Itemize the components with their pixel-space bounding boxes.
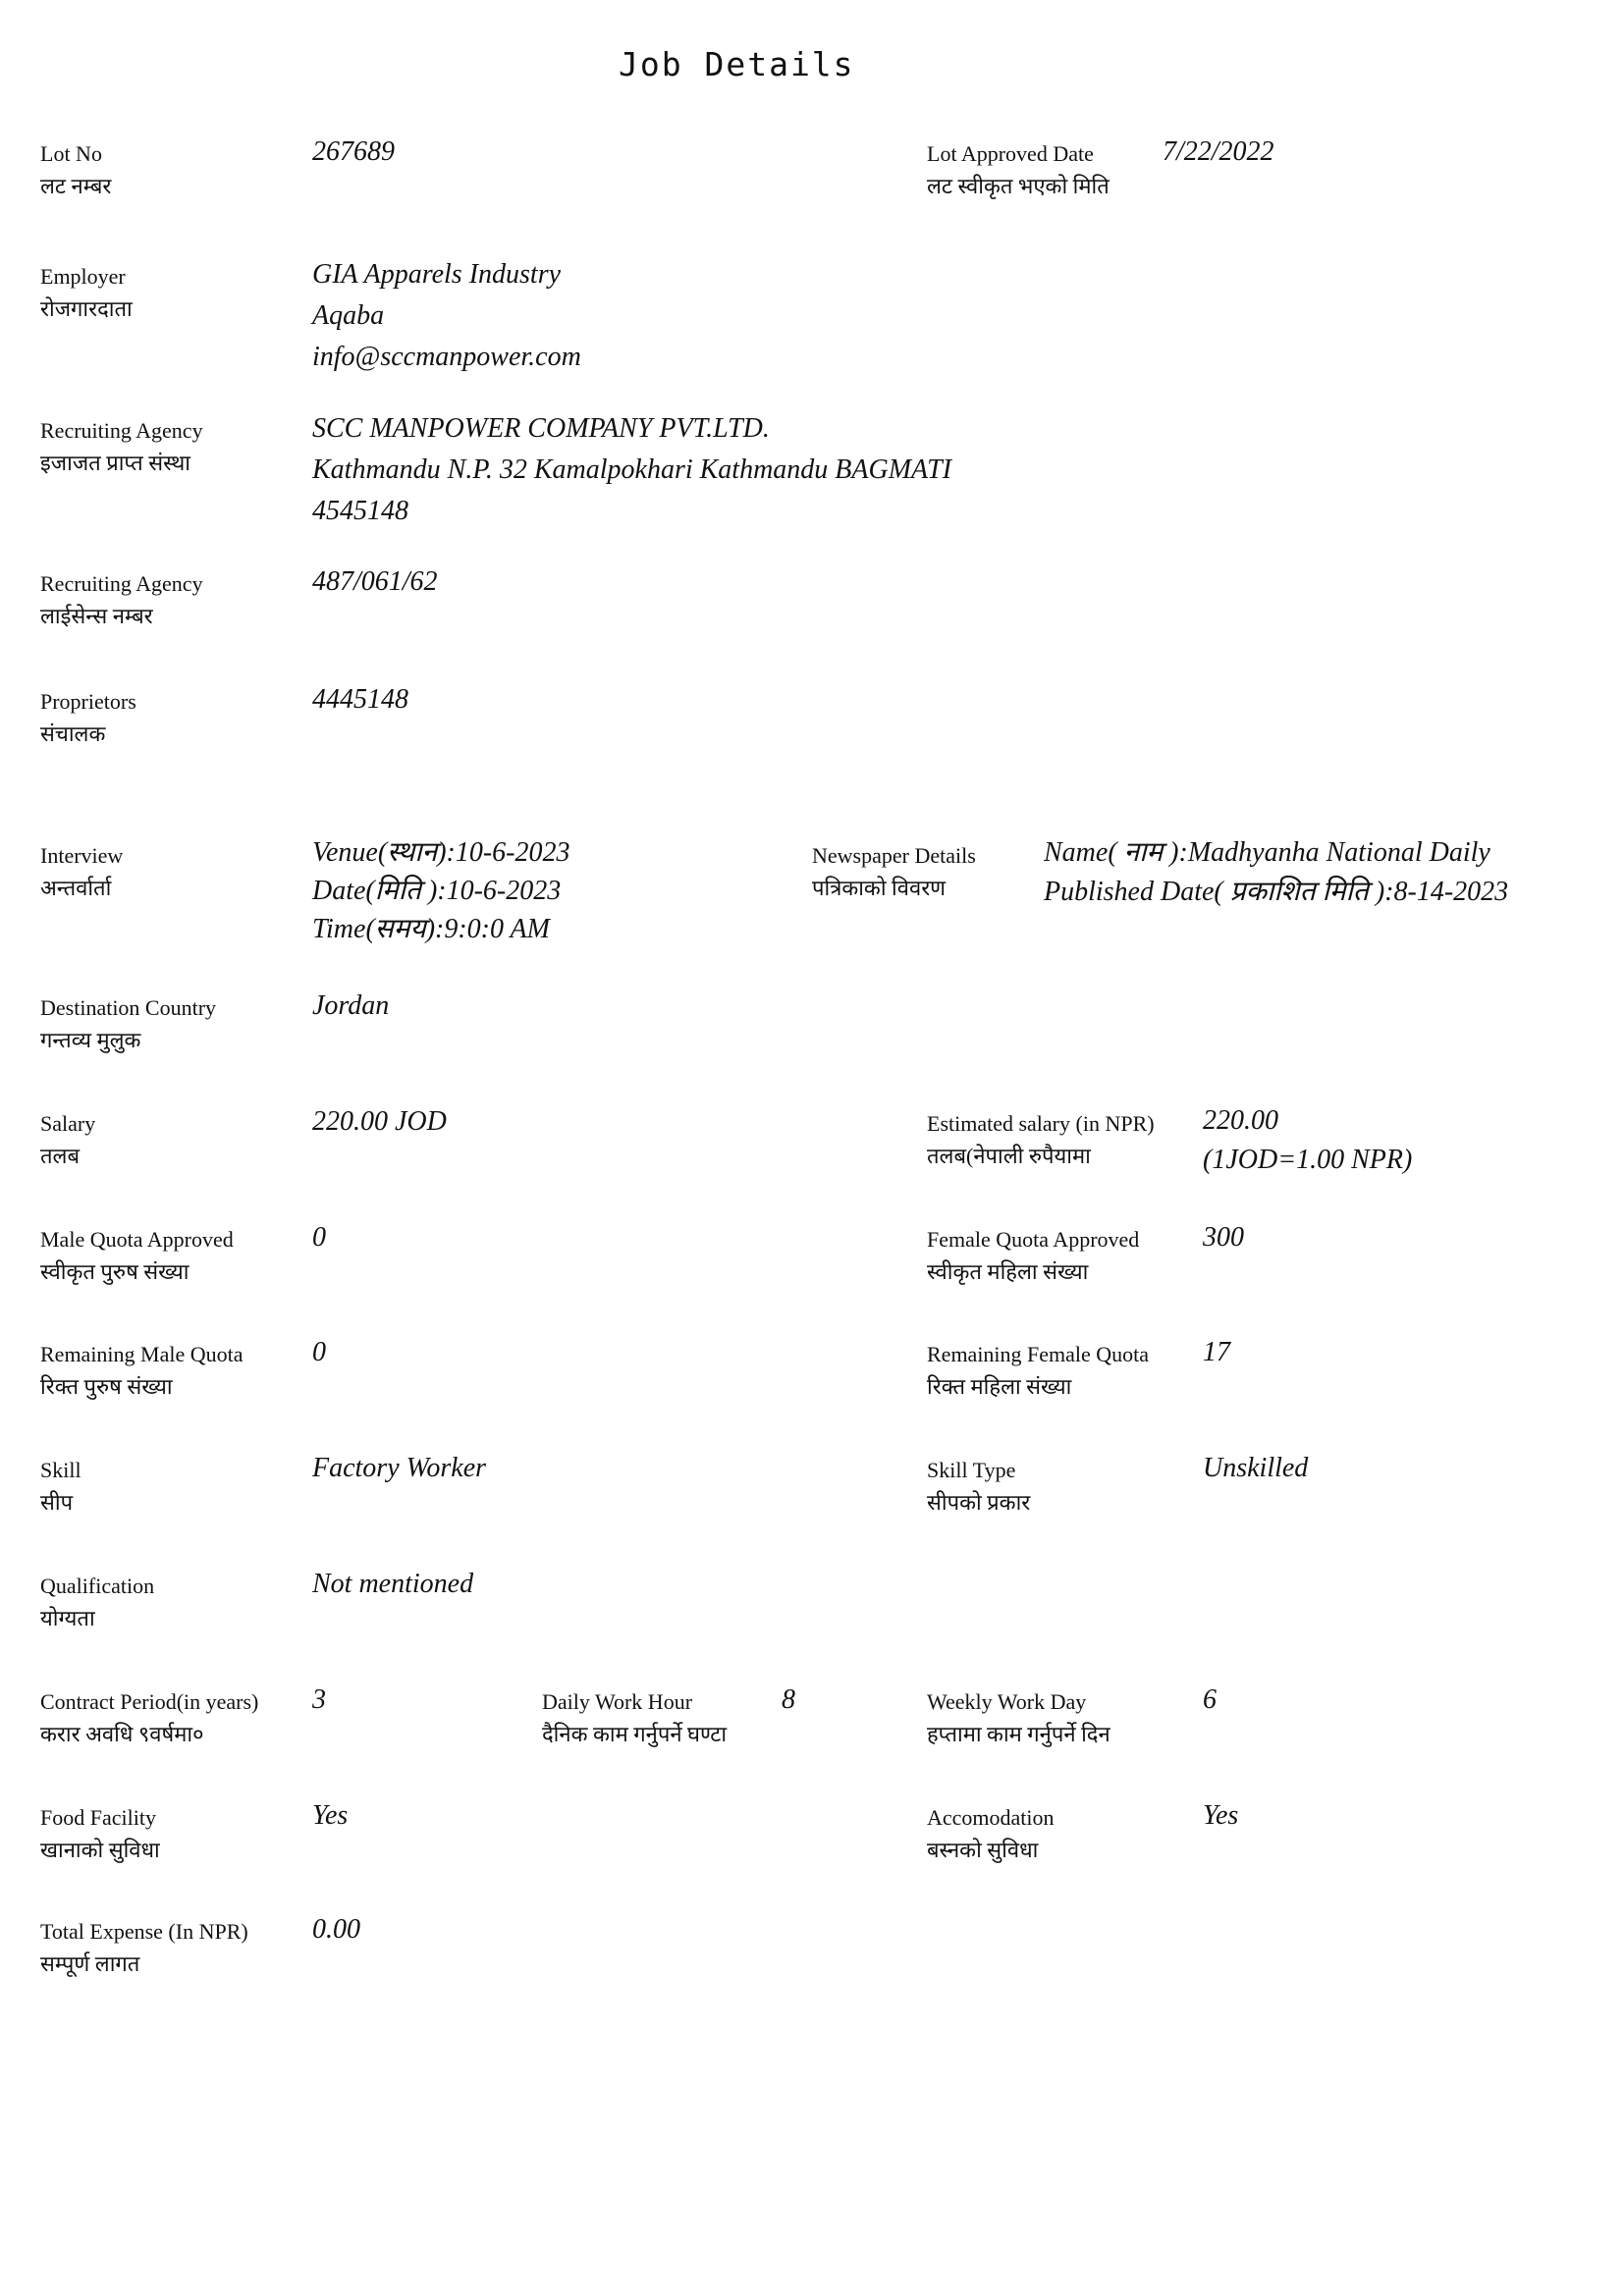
proprietors-value: 4445148 bbox=[312, 684, 408, 715]
recruiting-agency-value-line: Kathmandu N.P. 32 Kamalpokhari Kathmandu BAGMATI bbox=[312, 454, 952, 485]
interview-value bbox=[312, 833, 570, 948]
estimated-salary-value bbox=[1203, 1101, 1412, 1180]
page-title: Job Details bbox=[619, 45, 855, 83]
total-expense-label: Total Expense (In NPR) bbox=[40, 1919, 248, 1944]
estimated-salary-value-line: (1JOD=1.00 NPR) bbox=[1203, 1145, 1413, 1175]
accomodation-value: Yes bbox=[1203, 1800, 1239, 1831]
salary-label: Salary bbox=[40, 1111, 96, 1136]
interview-value-line: Date(मिति ):10-6-2023 bbox=[312, 876, 562, 906]
recruiting-agency-label: Recruiting Agency bbox=[40, 418, 203, 443]
remaining-female-quota-label: Remaining Female Quota bbox=[927, 1342, 1150, 1366]
proprietors-label-nepali: संचालक bbox=[40, 721, 106, 746]
interview-value-line: Venue(स्थान):10-6-2023 bbox=[312, 837, 570, 868]
weekly-work-day-value: 6 bbox=[1203, 1684, 1217, 1715]
newspaper-details-value bbox=[1044, 833, 1508, 912]
interview-label: Interview bbox=[40, 843, 124, 868]
qualification-value: Not mentioned bbox=[312, 1569, 474, 1599]
employer-value-line: Aqaba bbox=[312, 300, 385, 331]
remaining-female-quota-value: 17 bbox=[1203, 1337, 1230, 1367]
skill-label: Skill bbox=[40, 1458, 81, 1482]
skill-type-label: Skill Type bbox=[927, 1458, 1016, 1482]
skill-type-value: Unskilled bbox=[1203, 1453, 1309, 1483]
qualification-label: Qualification bbox=[40, 1574, 155, 1598]
qualification-label-nepali: योग्यता bbox=[40, 1606, 95, 1630]
accomodation-label-nepali: बस्नको सुविधा bbox=[927, 1838, 1039, 1862]
destination-country-label: Destination Country bbox=[40, 995, 217, 1020]
remaining-male-quota-value: 0 bbox=[312, 1337, 326, 1367]
destination-country-label-nepali: गन्तव्य मुलुक bbox=[40, 1028, 141, 1052]
weekly-work-day-label-nepali: हप्तामा काम गर्नुपर्ने दिन bbox=[927, 1722, 1110, 1746]
employer-value-line: GIA Apparels Industry bbox=[312, 259, 562, 290]
recruiting-agency-value-line: SCC MANPOWER COMPANY PVT.LTD. bbox=[312, 413, 770, 444]
skill-value: Factory Worker bbox=[312, 1453, 487, 1483]
lot-approved-date-label-nepali: लट स्वीकृत भएको मिति bbox=[927, 174, 1110, 198]
remaining-male-quota-label-nepali: रिक्त पुरुष संख्या bbox=[40, 1374, 173, 1399]
food-facility-value: Yes bbox=[312, 1800, 349, 1831]
recruiting-agency-value-line: 4545148 bbox=[312, 496, 408, 526]
salary-value: 220.00 JOD bbox=[312, 1106, 447, 1137]
estimated-salary-value-line: 220.00 bbox=[1203, 1105, 1278, 1136]
daily-work-hour-value: 8 bbox=[782, 1684, 795, 1715]
weekly-work-day-label: Weekly Work Day bbox=[927, 1689, 1087, 1714]
employer-value bbox=[312, 254, 581, 378]
lot-approved-date-value: 7/22/2022 bbox=[1163, 136, 1274, 167]
food-facility-label: Food Facility bbox=[40, 1805, 156, 1830]
newspaper-details-value-line: Name( नाम ):Madhyanha National Daily bbox=[1044, 837, 1490, 868]
remaining-male-quota-label: Remaining Male Quota bbox=[40, 1342, 244, 1366]
lot-no-value: 267689 bbox=[312, 136, 395, 167]
recruiting-agency-license-label-nepali: लाईसेन्स नम्बर bbox=[40, 604, 153, 628]
recruiting-agency-label-nepali: इजाजत प्राप्त संस्था bbox=[40, 451, 190, 475]
female-quota-approved-label-nepali: स्वीकृत महिला संख्या bbox=[927, 1259, 1089, 1284]
destination-country-value: Jordan bbox=[312, 990, 390, 1021]
contract-period-label-nepali: करार अवधि ९वर्षमा० bbox=[40, 1722, 204, 1746]
contract-period-value: 3 bbox=[312, 1684, 326, 1715]
daily-work-hour-label-nepali: दैनिक काम गर्नुपर्ने घण्टा bbox=[542, 1722, 728, 1746]
contract-period-label: Contract Period(in years) bbox=[40, 1689, 259, 1714]
food-facility-label-nepali: खानाको सुविधा bbox=[40, 1838, 160, 1862]
employer-label-nepali: रोजगारदाता bbox=[40, 296, 133, 321]
newspaper-details-value-line: Published Date( प्रकाशित मिति ):8-14-2023 bbox=[1044, 877, 1509, 907]
employer-label: Employer bbox=[40, 264, 126, 289]
skill-type-label-nepali: सीपको प्रकार bbox=[927, 1490, 1031, 1515]
total-expense-label-nepali: सम्पूर्ण लागत bbox=[40, 1951, 140, 1976]
estimated-salary-label: Estimated salary (in NPR) bbox=[927, 1111, 1155, 1136]
interview-value-line: Time(समय):9:0:0 AM bbox=[312, 914, 550, 944]
female-quota-approved-value: 300 bbox=[1203, 1222, 1244, 1253]
recruiting-agency-license-label: Recruiting Agency bbox=[40, 571, 203, 596]
remaining-female-quota-label-nepali: रिक्त महिला संख्या bbox=[927, 1374, 1072, 1399]
male-quota-approved-label-nepali: स्वीकृत पुरुष संख्या bbox=[40, 1259, 189, 1284]
female-quota-approved-label: Female Quota Approved bbox=[927, 1227, 1140, 1252]
daily-work-hour-label: Daily Work Hour bbox=[542, 1689, 693, 1714]
employer-value-line: info@sccmanpower.com bbox=[312, 342, 581, 372]
male-quota-approved-label: Male Quota Approved bbox=[40, 1227, 234, 1252]
proprietors-label: Proprietors bbox=[40, 689, 136, 714]
newspaper-details-label-nepali: पत्रिकाको विवरण bbox=[812, 876, 947, 900]
accomodation-label: Accomodation bbox=[927, 1805, 1055, 1830]
estimated-salary-label-nepali: तलब(नेपाली रुपैयामा bbox=[927, 1144, 1091, 1168]
lot-no-label: Lot No bbox=[40, 141, 102, 166]
male-quota-approved-value: 0 bbox=[312, 1222, 326, 1253]
recruiting-agency-value bbox=[312, 408, 951, 532]
recruiting-agency-license-value: 487/061/62 bbox=[312, 566, 438, 597]
salary-label-nepali: तलब bbox=[40, 1144, 81, 1168]
newspaper-details-label: Newspaper Details bbox=[812, 843, 976, 868]
total-expense-value: 0.00 bbox=[312, 1914, 360, 1945]
interview-label-nepali: अन्तर्वार्ता bbox=[40, 876, 112, 900]
skill-label-nepali: सीप bbox=[40, 1490, 74, 1515]
lot-no-label-nepali: लट नम्बर bbox=[40, 174, 112, 198]
lot-approved-date-label: Lot Approved Date bbox=[927, 141, 1094, 166]
